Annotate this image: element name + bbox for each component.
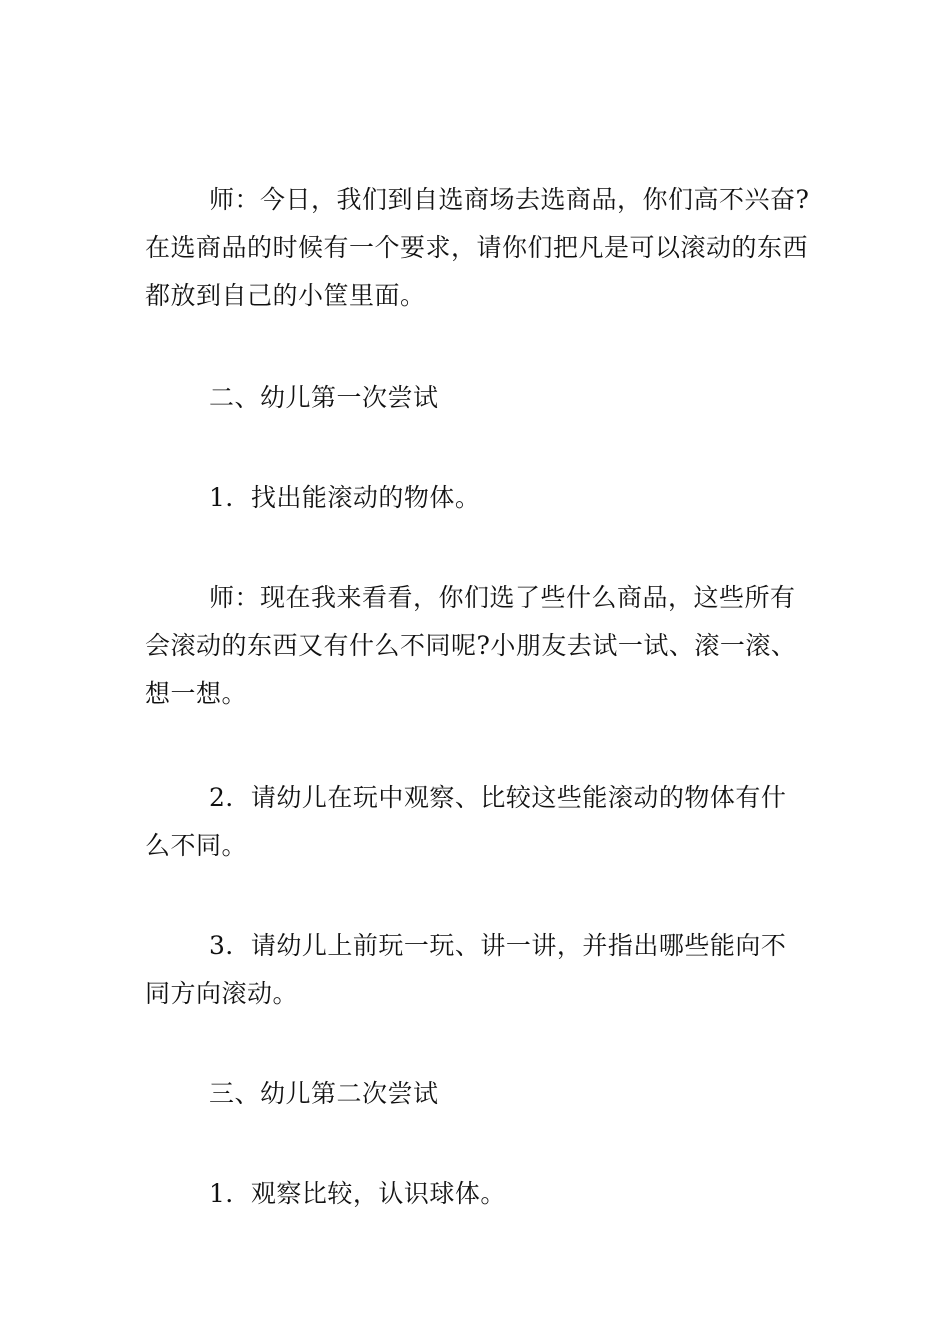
step-find-rolling-objects: 1．找出能滚动的物体。 — [209, 483, 481, 512]
step-observe-compare: 2．请幼儿在玩中观察、比较这些能滚动的物体有什么不同。 — [145, 783, 787, 860]
paragraph-teacher-intro: 师：今日，我们到自选商场去选商品，你们高不兴奋?在选商品的时候有一个要求，请你们把凡是可以滚动的东西都放到自己的小筐里面。 — [145, 185, 810, 310]
section-heading-second-attempt: 三、幼儿第二次尝试 — [209, 1079, 439, 1108]
step-recognize-sphere: 1．观察比较，认识球体。 — [209, 1179, 506, 1208]
section-heading-first-attempt: 二、幼儿第一次尝试 — [209, 383, 439, 412]
paragraph-teacher-question: 师：现在我来看看，你们选了些什么商品，这些所有会滚动的东西又有什么不同呢?小朋友去试一试、滚一滚、想一想。 — [145, 583, 797, 708]
step-play-and-explain: 3．请幼儿上前玩一玩、讲一讲，并指出哪些能向不同方向滚动。 — [145, 931, 787, 1008]
